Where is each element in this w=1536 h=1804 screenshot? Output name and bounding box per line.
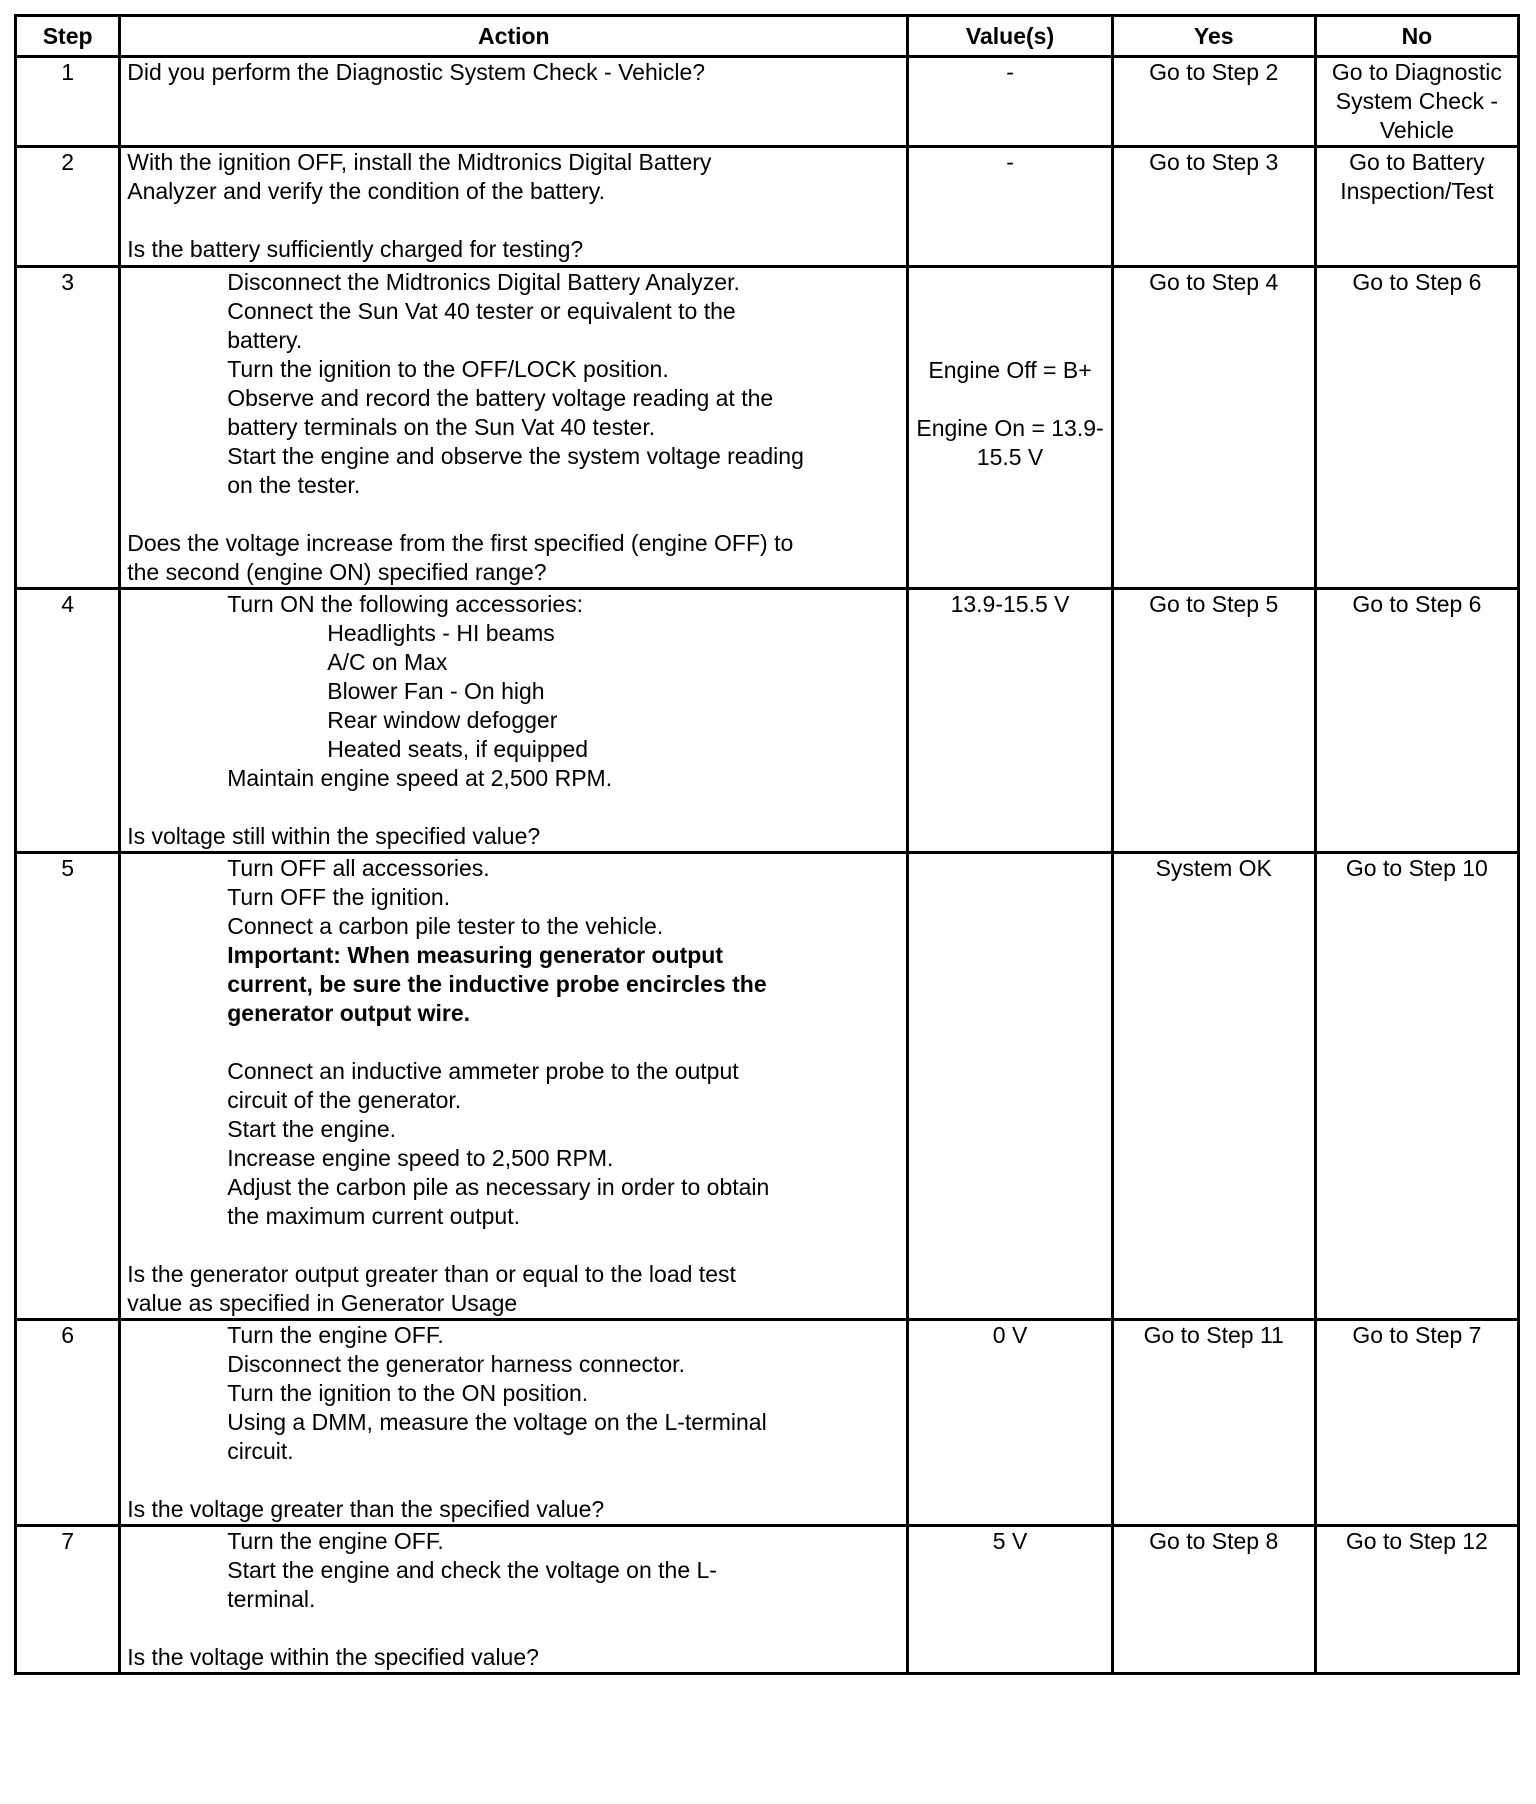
action-question: Does the voltage increase from the first specified (engine OFF) to	[127, 530, 794, 556]
no-text: System Check -	[1335, 88, 1499, 114]
step-number: 2	[16, 147, 120, 267]
action-text: Did you perform the Diagnostic System Check - Vehicle?	[127, 59, 706, 85]
value-cell: -	[908, 147, 1112, 267]
action-text: Analyzer and verify the condition of the battery.	[127, 178, 605, 204]
table-row	[16, 147, 1519, 267]
yes-cell: Go to Step 2	[1112, 57, 1315, 147]
accessory-item: Headlights - HI beams	[327, 620, 555, 646]
action-text: Connect an inductive ammeter probe to the output	[227, 1058, 739, 1084]
value-cell: 0 V	[908, 1320, 1112, 1526]
action-question: Is voltage still within the specified value?	[127, 823, 541, 849]
action-text: battery terminals on the Sun Vat 40 tester.	[227, 414, 656, 440]
step-number: 7	[16, 1526, 120, 1674]
step-number: 5	[16, 853, 120, 1320]
yes-cell: Go to Step 11	[1112, 1320, 1315, 1526]
action-question: Is the voltage within the specified value?	[127, 1644, 539, 1670]
action-text: Turn OFF all accessories.	[227, 855, 490, 881]
action-question: value as specified in Generator Usage	[127, 1290, 518, 1316]
action-text: battery.	[227, 327, 303, 353]
diagnostic-table	[14, 14, 1520, 1675]
action-text: terminal.	[227, 1586, 316, 1612]
header-action: Action	[120, 16, 908, 57]
action-text: circuit.	[227, 1438, 294, 1464]
no-cell: Go to Step 6	[1315, 589, 1518, 853]
value-text: Engine Off = B+	[928, 357, 1092, 383]
action-text: Maintain engine speed at 2,500 RPM.	[227, 765, 613, 791]
table-row	[16, 1526, 1519, 1674]
action-text: Connect the Sun Vat 40 tester or equivalent to the	[227, 298, 736, 324]
no-text: Inspection/Test	[1340, 178, 1494, 204]
action-cell	[120, 1526, 908, 1674]
action-text: on the tester.	[227, 472, 361, 498]
table-row	[16, 589, 1519, 853]
action-cell	[120, 589, 908, 853]
step-number: 1	[16, 57, 120, 147]
action-text: Turn ON the following accessories:	[227, 591, 584, 617]
header-no: No	[1315, 16, 1518, 57]
value-cell: -	[908, 57, 1112, 147]
action-text: circuit of the generator.	[227, 1087, 462, 1113]
action-cell	[120, 267, 908, 589]
accessory-item: Heated seats, if equipped	[327, 736, 589, 762]
action-text: Start the engine.	[227, 1116, 397, 1142]
action-text: Increase engine speed to 2,500 RPM.	[227, 1145, 614, 1171]
action-question: Is the generator output greater than or equal to the load test	[127, 1261, 736, 1287]
table-row	[16, 267, 1519, 589]
yes-cell: Go to Step 3	[1112, 147, 1315, 267]
value-cell	[908, 853, 1112, 1320]
value-text: 15.5 V	[976, 444, 1044, 470]
action-question: Is the battery sufficiently charged for testing?	[127, 236, 584, 262]
no-cell	[1315, 57, 1518, 147]
header-values: Value(s)	[908, 16, 1112, 57]
table-row	[16, 1320, 1519, 1526]
important-note: Important: When measuring generator output	[227, 942, 724, 968]
action-text: Turn the engine OFF.	[227, 1528, 444, 1554]
value-cell	[908, 267, 1112, 589]
action-question: the second (engine ON) specified range?	[127, 559, 547, 585]
table-row	[16, 853, 1519, 1320]
header-yes: Yes	[1112, 16, 1315, 57]
action-text: Disconnect the Midtronics Digital Battery Analyzer.	[227, 269, 740, 295]
action-text: Turn the ignition to the ON position.	[227, 1380, 589, 1406]
step-number: 6	[16, 1320, 120, 1526]
no-cell: Go to Step 12	[1315, 1526, 1518, 1674]
action-text: Turn the engine OFF.	[227, 1322, 444, 1348]
table-row	[16, 57, 1519, 147]
action-question: Is the voltage greater than the specified value?	[127, 1496, 605, 1522]
yes-cell: Go to Step 8	[1112, 1526, 1315, 1674]
value-cell: 13.9-15.5 V	[908, 589, 1112, 853]
value-text: Engine On = 13.9-	[916, 415, 1104, 441]
action-cell	[120, 1320, 908, 1526]
no-text: Go to Battery	[1349, 149, 1485, 175]
no-cell: Go to Step 6	[1315, 267, 1518, 589]
action-text: Using a DMM, measure the voltage on the L-terminal	[227, 1409, 767, 1435]
step-number: 4	[16, 589, 120, 853]
action-text: Start the engine and check the voltage on the L-	[227, 1557, 717, 1583]
action-cell	[120, 853, 908, 1320]
no-text: Vehicle	[1379, 117, 1454, 143]
accessory-item: Blower Fan - On high	[327, 678, 545, 704]
action-text: Disconnect the generator harness connector.	[227, 1351, 685, 1377]
action-text: Turn OFF the ignition.	[227, 884, 451, 910]
action-text: the maximum current output.	[227, 1203, 520, 1229]
value-cell: 5 V	[908, 1526, 1112, 1674]
action-text: Connect a carbon pile tester to the vehicle.	[227, 913, 664, 939]
action-text: Adjust the carbon pile as necessary in order to obtain	[227, 1174, 770, 1200]
no-cell	[1315, 147, 1518, 267]
no-cell: Go to Step 10	[1315, 853, 1518, 1320]
action-text: Turn the ignition to the OFF/LOCK position.	[227, 356, 669, 382]
action-cell	[120, 147, 908, 267]
accessory-item: Rear window defogger	[327, 707, 558, 733]
yes-cell: System OK	[1112, 853, 1315, 1320]
yes-cell: Go to Step 4	[1112, 267, 1315, 589]
action-text: With the ignition OFF, install the Midtronics Digital Battery	[127, 149, 712, 175]
no-text: Go to Diagnostic	[1331, 59, 1502, 85]
important-note: generator output wire.	[227, 1000, 471, 1026]
action-text: Start the engine and observe the system voltage reading	[227, 443, 804, 469]
step-number: 3	[16, 267, 120, 589]
header-row	[16, 16, 1519, 57]
accessory-item: A/C on Max	[327, 649, 448, 675]
yes-cell: Go to Step 5	[1112, 589, 1315, 853]
action-text: Observe and record the battery voltage reading at the	[227, 385, 774, 411]
header-step: Step	[16, 16, 120, 57]
important-note: current, be sure the inductive probe encircles the	[227, 971, 767, 997]
action-cell	[120, 57, 908, 147]
no-cell: Go to Step 7	[1315, 1320, 1518, 1526]
